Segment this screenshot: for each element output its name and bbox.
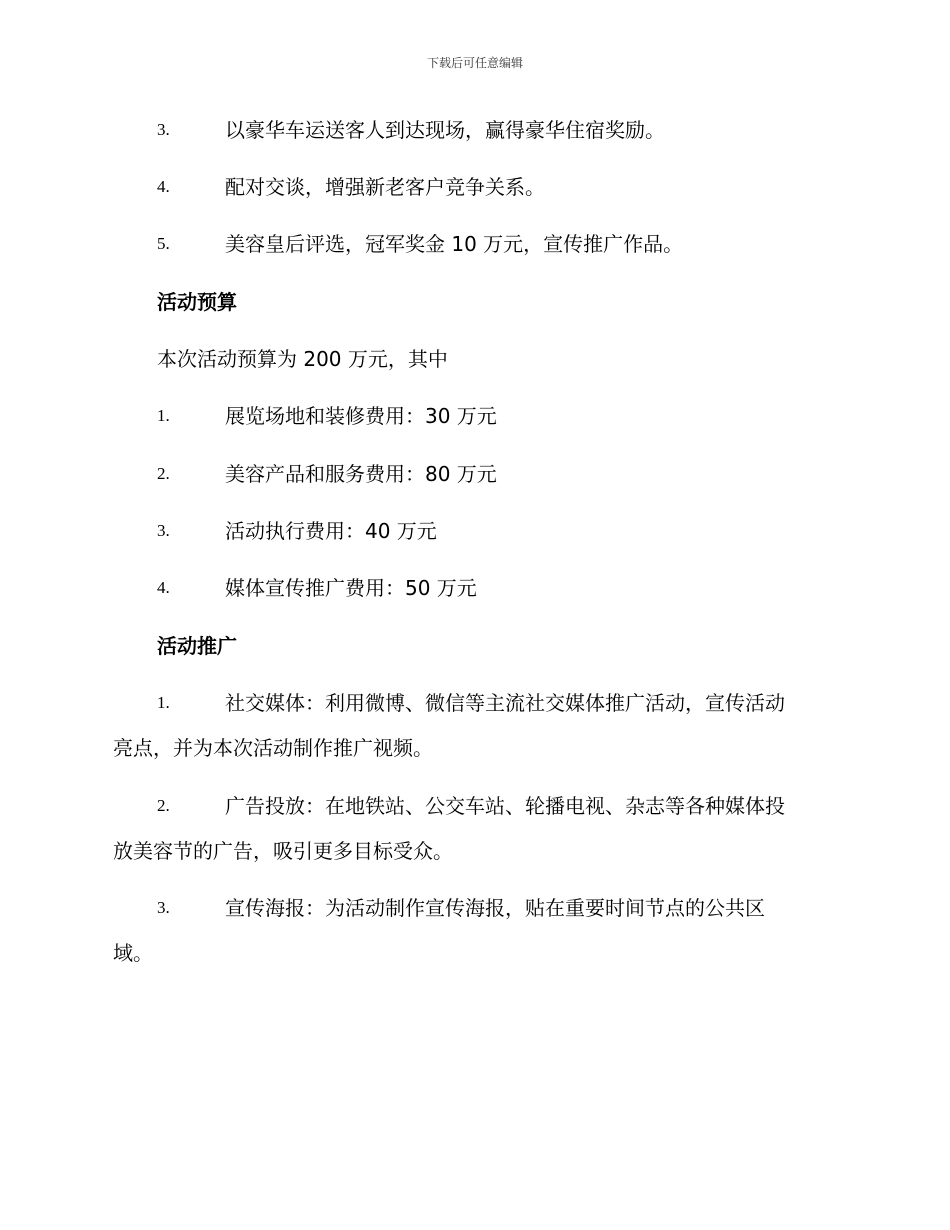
budget-intro-text: 本次活动预算为 200 万元，其中 <box>157 347 448 371</box>
list-text: 媒体宣传推广费用：50 万元 <box>225 576 477 600</box>
header-note: 下载后可任意编辑 <box>426 56 523 70</box>
list-text-continuation: 放美容节的广告，吸引更多目标受众。 <box>113 839 453 863</box>
list-text: 广告投放：在地铁站、公交车站、轮播电视、杂志等各种媒体投 <box>225 794 785 818</box>
list-number: 2. <box>157 796 170 815</box>
list-text: 美容产品和服务费用：80 万元 <box>225 462 497 486</box>
list-text: 以豪华车运送客人到达现场，赢得豪华住宿奖励。 <box>225 118 665 142</box>
list-text-continuation: 亮点，并为本次活动制作推广视频。 <box>113 736 433 760</box>
list-number: 5. <box>157 234 170 253</box>
list-text: 美容皇后评选，冠军奖金 10 万元，宣传推广作品。 <box>225 232 684 256</box>
list-number: 4. <box>157 177 170 196</box>
list-number: 3. <box>157 120 170 139</box>
list-text: 展览场地和装修费用：30 万元 <box>225 404 497 428</box>
list-number: 2. <box>157 464 170 483</box>
list-text: 活动执行费用：40 万元 <box>225 519 437 543</box>
list-number: 3. <box>157 898 170 917</box>
list-number: 3. <box>157 521 170 540</box>
list-text: 社交媒体：利用微博、微信等主流社交媒体推广活动，宣传活动 <box>225 691 785 715</box>
list-number: 1. <box>157 693 170 712</box>
list-text: 配对交谈，增强新老客户竞争关系。 <box>225 175 545 199</box>
promotion-heading: 活动推广 <box>157 634 237 658</box>
list-text-continuation: 域。 <box>113 941 153 965</box>
list-number: 1. <box>157 406 170 425</box>
budget-heading: 活动预算 <box>157 290 237 314</box>
list-text: 宣传海报：为活动制作宣传海报，贴在重要时间节点的公共区 <box>225 896 765 920</box>
list-number: 4. <box>157 578 170 597</box>
